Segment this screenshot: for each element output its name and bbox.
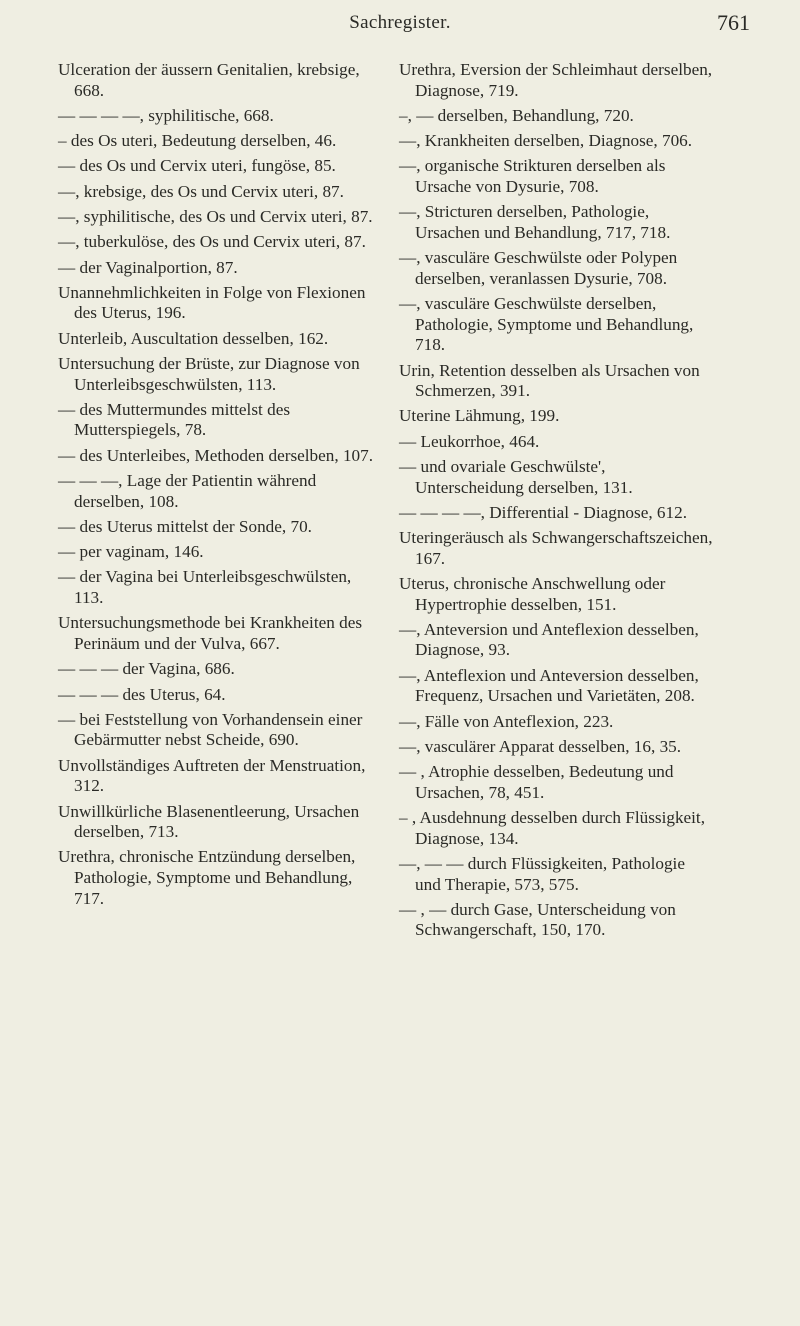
index-entry: —, organische Strikturen derselben als Ursache von Dysurie, 708. [399, 156, 666, 197]
left-index-column [58, 60, 374, 914]
index-entry: Urethra, chronische Entzündung derselben, Pathologie, Symptome und Behandlung, 717. [58, 847, 356, 908]
index-entry: –, — derselben, Behandlung, 720. [399, 105, 634, 125]
index-entry: —, vasculäre Geschwülste derselben, Pathologie, Symptome und Behandlung, 718. [399, 294, 694, 355]
index-entry: Unannehmlichkeiten in Folge von Flexionen des Uterus, 196. [58, 282, 366, 323]
index-entry: Urin, Retention desselben als Ursachen von Schmerzen, 391. [399, 360, 700, 401]
index-entry: — des Muttermundes mittelst des Mutterspiegels, 78. [58, 399, 291, 440]
index-entry: — — — der Vagina, 686. [58, 659, 235, 679]
index-entry: Uterine Lähmung, 199. [399, 406, 560, 426]
index-entry: — bei Feststellung von Vorhandensein einer Gebärmutter nebst Scheide, 690. [58, 709, 363, 750]
index-entry: Unvollständiges Auftreten der Menstruation, 312. [58, 755, 366, 796]
index-entry: —, krebsige, des Os und Cervix uteri, 87. [58, 181, 344, 201]
index-entry: — Leukorrhoe, 464. [399, 431, 540, 451]
index-entry: Uteringeräusch als Schwangerschaftszeichen, 167. [399, 528, 713, 568]
index-entry: — des Uterus mittelst der Sonde, 70. [58, 516, 312, 536]
index-entry: — der Vagina bei Unterleibsgeschwülsten, 113. [58, 567, 352, 608]
index-entry: — — — —, Differential - Diagnose, 612. [399, 502, 687, 522]
index-entry: — des Unterleibes, Methoden derselben, 107. [58, 445, 374, 465]
index-entry: – , Ausdehnung desselben durch Flüssigkeit, Diagnose, 134. [399, 808, 706, 848]
right-index-column [399, 60, 715, 946]
running-head: Sachregister. [349, 12, 451, 33]
index-entry: — und ovariale Geschwülste', Unterscheidung derselben, 131. [399, 456, 633, 497]
index-entry: —, — — durch Flüssigkeiten, Pathologie und Therapie, 573, 575. [399, 853, 685, 894]
index-entry: — , Atrophie desselben, Bedeutung und Ursachen, 78, 451. [399, 762, 674, 802]
index-entry: Urethra, Eversion der Schleimhaut derselben, Diagnose, 719. [399, 60, 713, 100]
index-entry: —, syphilitische, des Os und Cervix uteri, 87. [58, 207, 373, 226]
index-entry: Untersuchung der Brüste, zur Diagnose von Unterleibsgeschwülsten, 113. [58, 354, 360, 394]
index-entry: —, tuberkulöse, des Os und Cervix uteri, 87. [58, 232, 366, 252]
index-entry: —, Anteversion und Anteflexion desselben, Diagnose, 93. [399, 619, 699, 660]
page-number: 761 [717, 10, 750, 35]
index-entry: Uterus, chronische Anschwellung oder Hypertrophie desselben, 151. [399, 574, 666, 614]
index-entry: —, Stricturen derselben, Pathologie, Ursachen und Behandlung, 717, 718. [399, 202, 671, 242]
index-entry: — — — —, syphilitische, 668. [58, 105, 274, 125]
index-entry: — — — des Uterus, 64. [58, 684, 226, 704]
index-entry: Ulceration der äussern Genitalien, krebsige, 668. [58, 60, 360, 100]
index-entry: Unwillkürliche Blasenentleerung, Ursachen derselben, 713. [58, 801, 360, 842]
index-entry: Untersuchungsmethode bei Krankheiten des Perinäum und der Vulva, 667. [58, 613, 363, 653]
index-entry: — per vaginam, 146. [58, 542, 204, 562]
index-entry: —, Anteflexion und Anteversion desselben, Frequenz, Ursachen und Varietäten, 208. [399, 665, 699, 706]
index-entry: — , — durch Gase, Unterscheidung von Schwangerschaft, 150, 170. [399, 899, 676, 940]
index-entry: — des Os und Cervix uteri, fungöse, 85. [58, 156, 336, 176]
index-entry: – des Os uteri, Bedeutung derselben, 46. [58, 131, 337, 151]
index-entry: —, vasculäre Geschwülste oder Polypen derselben, veranlassen Dysurie, 708. [399, 248, 678, 288]
index-entry: —, vasculärer Apparat desselben, 16, 35. [399, 736, 682, 756]
index-entry: —, Krankheiten derselben, Diagnose, 706. [399, 131, 693, 151]
index-entry: —, Fälle von Anteflexion, 223. [399, 711, 614, 731]
index-entry: — der Vaginalportion, 87. [58, 257, 238, 277]
index-entry: Unterleib, Auscultation desselben, 162. [58, 328, 329, 348]
page-header [0, 10, 800, 40]
index-entry: — — —, Lage der Patientin während derselben, 108. [58, 471, 317, 511]
